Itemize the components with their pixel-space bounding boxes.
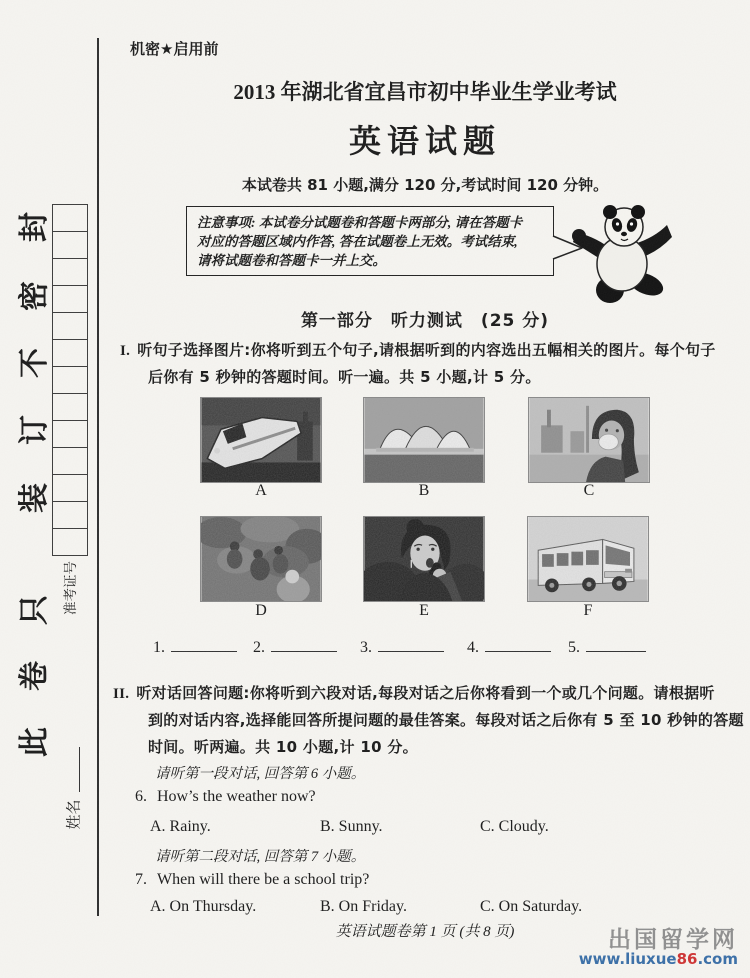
ticket-digit-box [52, 501, 88, 529]
answer-blank-2 [253, 638, 337, 657]
ticket-digit-box [52, 231, 88, 259]
name-label-text: 姓名 [64, 798, 83, 830]
blank-number: 4. [467, 639, 479, 656]
exam-meta: 本试卷共 81 小题,满分 120 分,考试时间 120 分钟。 [241, 176, 609, 194]
ticket-number-label [48, 548, 90, 628]
blank-line [586, 638, 646, 652]
dialog2-prompt: 请听第二段对话, 回答第 7 小题。 [155, 849, 366, 865]
seal-char [12, 277, 50, 315]
kung-fu-panda-image [572, 196, 672, 308]
seal-char-text: 封 [17, 212, 52, 242]
q6-option-b: B. Sunny. [320, 818, 383, 835]
photo-singer-image [363, 516, 485, 602]
seal-char-text: 密 [17, 281, 52, 311]
ticket-number-label-text: 准考证号 [63, 561, 79, 615]
ticket-digit-box [52, 312, 88, 340]
ticket-digit-box [52, 447, 88, 475]
section2-instructions-line2: 到的对话内容,选择能回答所提问题的最佳答案。每段对话之后你有 5 至 10 秒钟的答题 [148, 711, 744, 729]
confidential-label: 机密★启用前 [130, 40, 219, 58]
dialog1-prompt: 请听第一段对话, 回答第 6 小题。 [155, 766, 366, 782]
seal-char-text: 装 [17, 483, 52, 513]
picture-option-label: C [583, 482, 595, 499]
seal-char-text: 订 [17, 415, 52, 445]
section2-marker: II. [113, 686, 130, 702]
section1-text: 听句子选择图片:你将听到五个句子,请根据听到的内容选出五幅相关的图片。每个句子 [137, 341, 716, 359]
seal-char [12, 411, 50, 449]
photo-woman-mask-image [528, 397, 650, 483]
seal-char [12, 591, 50, 629]
ticket-digit-box [52, 258, 88, 286]
seal-char [12, 479, 50, 517]
seal-char [12, 208, 50, 246]
section1-instructions-line2: 后你有 5 秒钟的答题时间。听一遍。共 5 小题,计 5 分。 [148, 368, 541, 386]
seal-divider-line [97, 38, 99, 916]
blank-line [171, 638, 237, 652]
name-blank-line [79, 747, 80, 792]
picture-option-label: F [583, 602, 593, 619]
photo-bus-image [527, 516, 649, 602]
question-text: How’s the weather now? [157, 788, 316, 805]
q7-option-a: A. On Thursday. [150, 898, 257, 915]
section2-instructions-line1 [113, 682, 715, 703]
section2-instructions-line3: 时间。听两遍。共 10 小题,计 10 分。 [148, 738, 418, 756]
answer-blank-3 [360, 638, 444, 657]
footer-page-label: 英语试题卷第 1 页 (共 8 页) [335, 924, 515, 940]
blank-number: 3. [360, 639, 372, 656]
answer-blank-1 [153, 638, 237, 657]
blank-number: 5. [568, 639, 580, 656]
seal-char [12, 344, 50, 382]
watermark [579, 928, 738, 968]
ticket-digit-box [52, 339, 88, 367]
notice-line: 请将试题卷和答题卡一并上交。 [197, 253, 386, 268]
question-text: When will there be a school trip? [157, 871, 370, 888]
question-6 [135, 788, 316, 806]
subject-title: 英语试题 [348, 122, 501, 160]
picture-option-label: D [255, 602, 267, 619]
q7-option-b: B. On Friday. [320, 898, 407, 915]
answer-blank-4 [467, 638, 551, 657]
section1-instructions-line1 [120, 339, 716, 360]
notice-line: 对应的答题区域内作答, 答在试题卷上无效。考试结束, [197, 234, 518, 249]
ticket-digit-box [52, 420, 88, 448]
ticket-digit-box [52, 393, 88, 421]
watermark-site-name: 出国留学网 [608, 927, 738, 953]
photo-opera-house-image [363, 397, 485, 483]
seal-char-text: 不 [17, 348, 52, 378]
seal-char-text: 此 [17, 727, 52, 757]
answer-blank-5 [568, 638, 646, 657]
question-number: 6. [135, 788, 147, 805]
photo-train-image [200, 397, 322, 483]
picture-option-label: A [255, 482, 267, 499]
name-label [55, 788, 91, 840]
blank-line [378, 638, 444, 652]
section1-marker: I. [120, 343, 131, 359]
notice-box [186, 206, 554, 276]
blank-line [485, 638, 551, 652]
ticket-digit-box [52, 285, 88, 313]
part1-heading: 第一部分 听力测试 (25 分) [300, 311, 550, 331]
seal-char [12, 723, 50, 761]
blank-line [271, 638, 337, 652]
blank-number: 2. [253, 639, 265, 656]
exam-title: 2013 年湖北省宜昌市初中毕业生学业考试 [233, 80, 617, 104]
seal-char [12, 657, 50, 695]
photo-forest-people-image [200, 516, 322, 602]
watermark-url-prefix: www.liuxue [578, 950, 677, 969]
seal-char-text: 卷 [17, 661, 52, 691]
watermark-url [579, 952, 738, 968]
picture-option-label: B [418, 482, 430, 499]
picture-option-label: E [419, 602, 429, 619]
section2-text: 听对话回答问题:你将听到六段对话,每段对话之后你将看到一个或几个问题。请根据听 [136, 684, 715, 702]
ticket-digit-box [52, 366, 88, 394]
ticket-digit-box [52, 204, 88, 232]
admission-ticket-number-grid [52, 205, 88, 556]
blank-number: 1. [153, 639, 165, 656]
seal-char-text: 只 [17, 595, 52, 625]
question-7 [135, 871, 369, 889]
ticket-digit-box [52, 474, 88, 502]
notice-line: 注意事项: 本试卷分试题卷和答题卡两部分, 请在答题卡 [197, 215, 523, 230]
q6-option-a: A. Rainy. [150, 818, 211, 835]
q6-option-c: C. Cloudy. [480, 818, 549, 835]
q7-option-c: C. On Saturday. [480, 898, 583, 915]
watermark-url-highlight: 86 [676, 950, 698, 969]
watermark-url-suffix: .com [697, 950, 738, 969]
question-number: 7. [135, 871, 147, 888]
